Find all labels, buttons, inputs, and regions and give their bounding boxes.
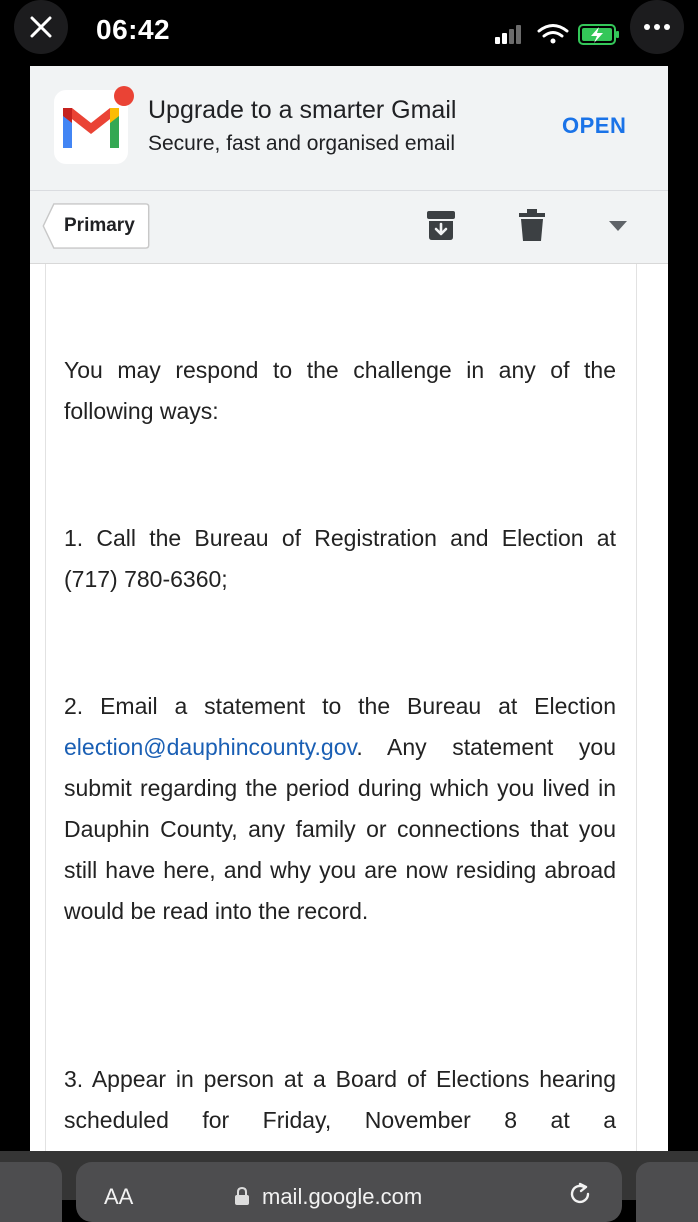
banner-title: Upgrade to a smarter Gmail	[148, 96, 457, 124]
battery-charging-icon	[579, 25, 619, 44]
trash-icon[interactable]	[519, 209, 545, 241]
email-paragraph-email	[64, 686, 616, 932]
close-icon	[30, 16, 52, 38]
url-text[interactable]: mail.google.com	[262, 1184, 423, 1209]
email-text: 2. Email a statement to the Bureau at Election	[64, 693, 616, 719]
status-icons	[495, 20, 625, 48]
banner-subtitle: Secure, fast and organised email	[148, 132, 456, 155]
previous-tab-preview[interactable]	[0, 1162, 62, 1222]
caret-down-icon[interactable]	[609, 221, 627, 231]
next-tab-preview[interactable]	[636, 1162, 698, 1222]
reload-icon[interactable]	[568, 1182, 592, 1206]
more-horizontal-icon	[643, 23, 671, 31]
email-address-link[interactable]: election@dauphincounty.gov	[64, 734, 357, 760]
email-body	[46, 264, 636, 1151]
email-paragraph: 3. Appear in person at a Board of Elections hearing scheduled for Friday, November 8 at a	[64, 1066, 616, 1133]
webpage	[30, 66, 668, 1151]
notification-badge	[114, 86, 134, 106]
email-paragraph: 1. Call the Bureau of Registration and Election at (717) 780-6360;	[64, 525, 616, 592]
page-settings-button[interactable]: AA	[104, 1184, 134, 1209]
close-button[interactable]	[14, 0, 68, 54]
more-button[interactable]	[630, 0, 684, 54]
lock-icon	[234, 1186, 250, 1206]
email-toolbar	[30, 191, 668, 264]
archive-icon[interactable]	[427, 211, 455, 241]
label-primary[interactable]: Primary	[64, 215, 135, 236]
signal-icon	[495, 25, 521, 44]
email-paragraph: You may respond to the challenge in any of the following ways:	[64, 357, 616, 424]
status-time: 06:42	[96, 14, 171, 45]
open-app-button[interactable]: OPEN	[562, 113, 627, 138]
email-text: . Any statement you submit regarding the period during which you lived in Dauphin County, any family or connections that you still have here, and why you are now residing abroad would be read into the record.	[64, 734, 616, 924]
app-install-banner	[30, 66, 668, 191]
wifi-icon	[539, 26, 567, 44]
